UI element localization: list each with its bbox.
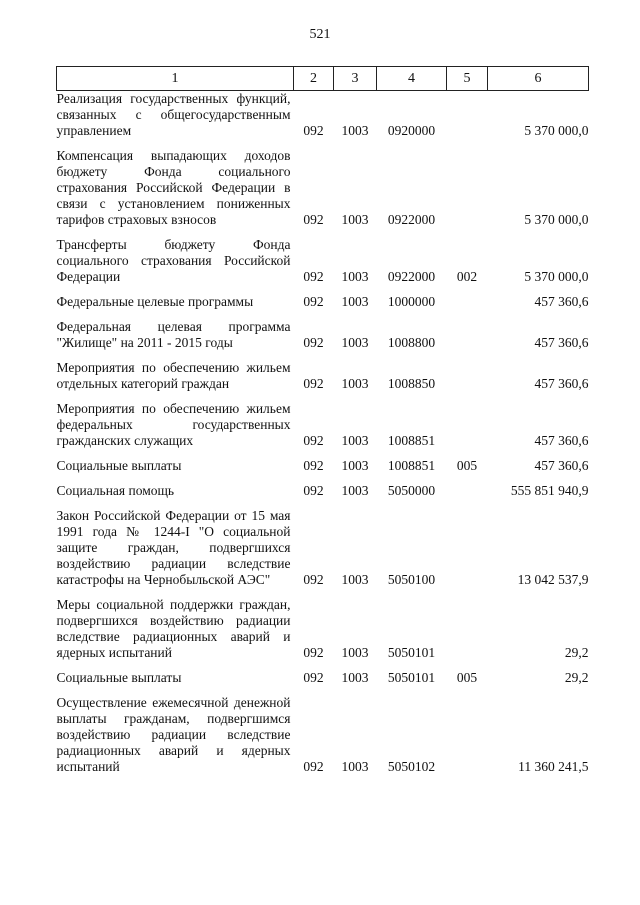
- row-amount: 457 360,6: [534, 433, 589, 448]
- row-code-5: [447, 508, 488, 588]
- row-code-3: 1003: [341, 212, 369, 227]
- row-code-5: [447, 148, 488, 228]
- row-amount: 5 370 000,0: [524, 269, 589, 284]
- row-code-2: 092: [303, 670, 324, 685]
- table-row: [57, 508, 589, 588]
- row-name: Меры социальной поддержки граждан, подвергшихся воздействию радиации вследствие радиационных аварий и ядерных испытаний: [56, 597, 291, 660]
- row-code-5: [447, 294, 488, 310]
- row-code-4: 1008850: [387, 376, 436, 391]
- row-code-3: 1003: [341, 376, 369, 391]
- header-col-1: 1: [57, 67, 294, 91]
- row-name: Осуществление ежемесячной денежной выплаты гражданам, подвергшимся воздействию радиации вследствие радиационных аварий и ядерных испытаний: [56, 695, 291, 774]
- table-header-row: [57, 67, 589, 91]
- row-code-3: 1003: [341, 294, 369, 309]
- row-code-5: [447, 695, 488, 775]
- header-col-3: 3: [334, 67, 377, 91]
- row-name: Социальная помощь: [56, 483, 175, 498]
- table-row: [57, 360, 589, 392]
- row-code-2: 092: [303, 212, 324, 227]
- header-col-2: 2: [294, 67, 334, 91]
- row-code-4: 5050101: [387, 670, 436, 685]
- table-row: [57, 237, 589, 285]
- table-row: [57, 91, 589, 140]
- row-code-2: 092: [303, 269, 324, 284]
- row-amount: 457 360,6: [534, 458, 589, 473]
- row-name: Компенсация выпадающих доходов бюджету Фонда социального страхования Российской Федерации в связи с установлением пониженных тарифов страховых взносов: [56, 148, 291, 227]
- row-amount: 5 370 000,0: [524, 123, 589, 138]
- row-amount: 29,2: [564, 645, 589, 660]
- row-code-2: 092: [303, 645, 324, 660]
- table-row: [57, 695, 589, 775]
- row-code-2: 092: [303, 458, 324, 473]
- row-code-2: 092: [303, 335, 324, 350]
- row-code-3: 1003: [341, 670, 369, 685]
- row-name: Социальные выплаты: [56, 670, 182, 685]
- row-code-5: [447, 360, 488, 392]
- row-code-3: 1003: [341, 269, 369, 284]
- row-amount: 29,2: [564, 670, 589, 685]
- row-name: Реализация государственных функций, связанных с общегосударственным управлением: [56, 91, 291, 138]
- row-code-3: 1003: [341, 433, 369, 448]
- row-code-2: 092: [303, 433, 324, 448]
- row-code-3: 1003: [341, 759, 369, 774]
- row-name: Мероприятия по обеспечению жильем федеральных государственных гражданских служащих: [56, 401, 291, 448]
- row-amount: 13 042 537,9: [517, 572, 589, 587]
- table-row: [57, 148, 589, 228]
- row-name: Мероприятия по обеспечению жильем отдельных категорий граждан: [56, 360, 291, 391]
- row-code-2: 092: [303, 376, 324, 391]
- page-number: 521: [309, 27, 331, 42]
- row-code-4: 1008800: [387, 335, 436, 350]
- row-code-3: 1003: [341, 645, 369, 660]
- table-row: [57, 597, 589, 661]
- row-code-5: [447, 319, 488, 351]
- table-row: [57, 401, 589, 449]
- row-code-3: 1003: [341, 572, 369, 587]
- row-code-4: 0922000: [387, 269, 436, 284]
- row-code-4: 5050000: [387, 483, 436, 498]
- row-code-3: 1003: [341, 335, 369, 350]
- row-name: Социальные выплаты: [56, 458, 182, 473]
- table-row: [57, 670, 589, 686]
- row-amount: 457 360,6: [534, 335, 589, 350]
- row-code-2: 092: [303, 123, 324, 138]
- row-code-5: [447, 483, 488, 499]
- row-code-4: 1008851: [387, 458, 436, 473]
- row-code-2: 092: [303, 759, 324, 774]
- row-code-5: [447, 91, 488, 140]
- row-code-2: 092: [303, 294, 324, 309]
- row-code-4: 5050102: [387, 759, 436, 774]
- row-code-3: 1003: [341, 458, 369, 473]
- row-code-4: 0922000: [387, 212, 436, 227]
- row-code-5: [447, 597, 488, 661]
- table-row: [57, 483, 589, 499]
- row-code-4: 5050100: [387, 572, 436, 587]
- table-row: [57, 458, 589, 474]
- table-row: [57, 294, 589, 310]
- row-code-5: 005: [456, 458, 478, 473]
- row-name: Закон Российской Федерации от 15 мая 1991 года № 1244-I "О социальной защите граждан, подвергшихся воздействию радиации вследствие катастрофы на Чернобыльской АЭС": [56, 508, 291, 587]
- row-code-4: 0920000: [387, 123, 436, 138]
- row-name: Федеральные целевые программы: [56, 294, 254, 309]
- header-col-4: 4: [377, 67, 447, 91]
- row-code-5: [447, 401, 488, 449]
- row-code-3: 1003: [341, 483, 369, 498]
- table-row: [57, 319, 589, 351]
- row-code-4: 1000000: [387, 294, 436, 309]
- header-col-6: 6: [488, 67, 589, 91]
- row-code-3: 1003: [341, 123, 369, 138]
- row-name: Федеральная целевая программа "Жилище" на 2011 - 2015 годы: [56, 319, 291, 350]
- row-code-5: 005: [456, 670, 478, 685]
- row-amount: 555 851 940,9: [510, 483, 589, 498]
- row-amount: 11 360 241,5: [518, 759, 589, 774]
- row-code-4: 1008851: [387, 433, 436, 448]
- row-code-5: 002: [456, 269, 478, 284]
- row-code-2: 092: [303, 572, 324, 587]
- row-name: Трансферты бюджету Фонда социального страхования Российской Федерации: [56, 237, 291, 284]
- header-col-5: 5: [447, 67, 488, 91]
- row-code-2: 092: [303, 483, 324, 498]
- row-code-4: 5050101: [387, 645, 436, 660]
- row-amount: 457 360,6: [534, 294, 589, 309]
- budget-table: [56, 66, 589, 775]
- row-amount: 5 370 000,0: [524, 212, 589, 227]
- row-amount: 457 360,6: [534, 376, 589, 391]
